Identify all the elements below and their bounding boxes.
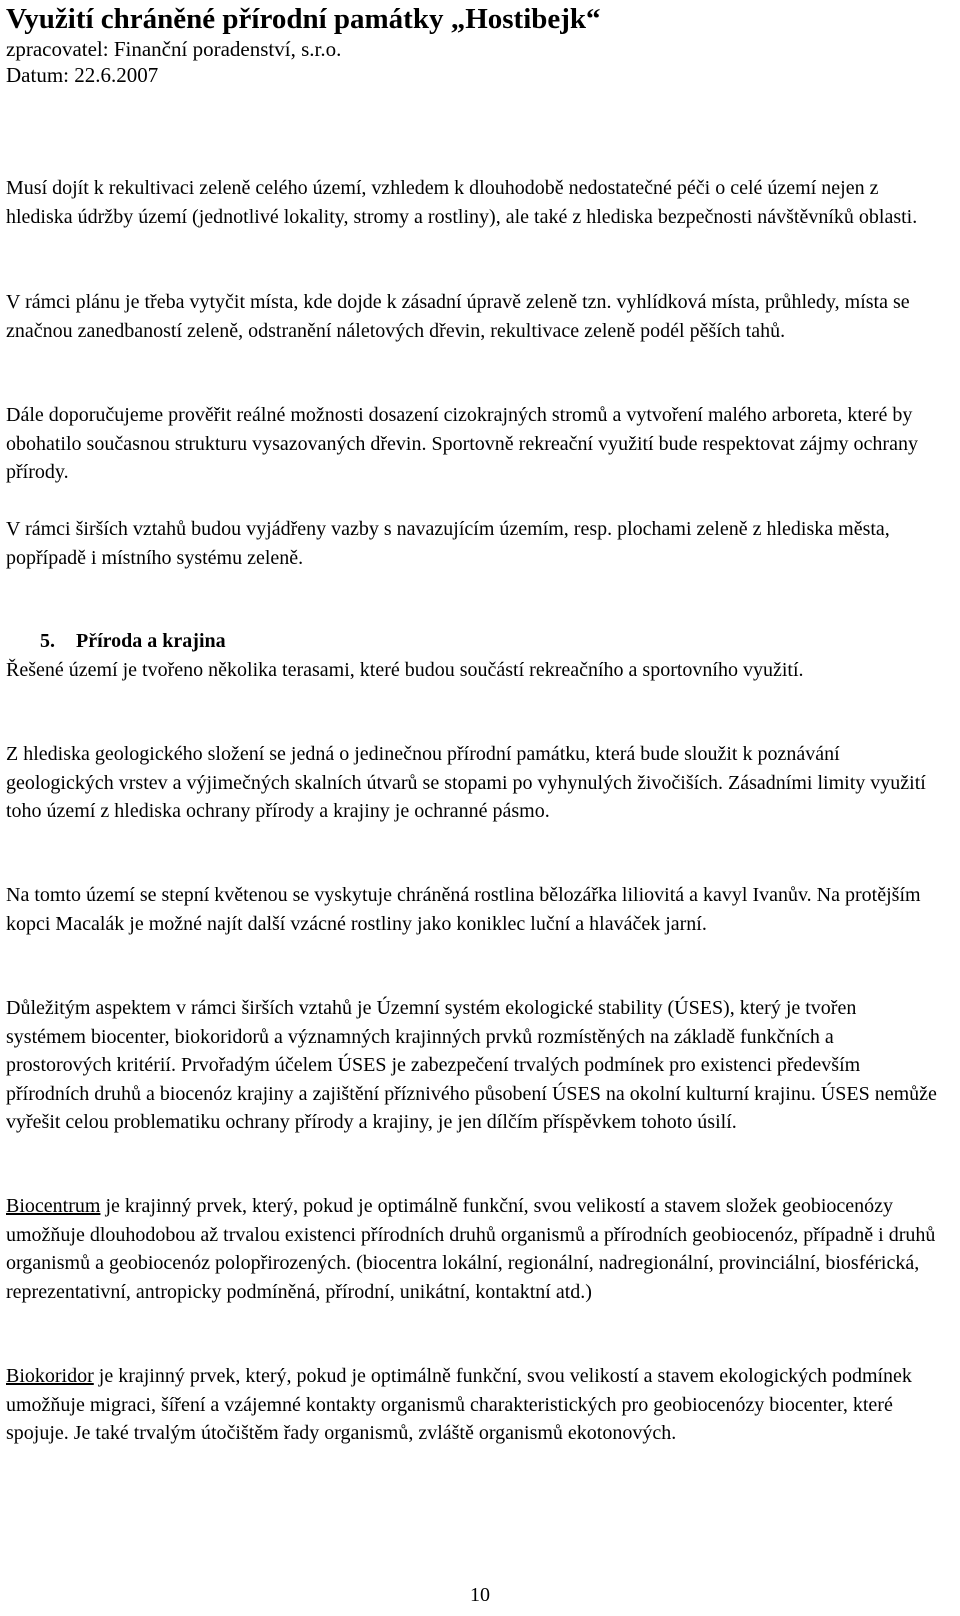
paragraph-arboretum: Dále doporučujeme prověřit reálné možnosti dosazení cizokrajných stromů a vytvoření malého arboreta, které by obohatilo současnou strukturu vysazovaných dřevin. Sportovně rekreační využití bude respektovat zájmy ochrany přírody. bbox=[6, 404, 918, 483]
section-heading bbox=[40, 627, 226, 655]
biocentrum-text: je krajinný prvek, který, pokud je optimálně funkční, svou velikostí a stavem složek geobiocenózy umožňuje dlouhodobou až trvalou existenci přírodních druhů organismů a přírodních geobiocenóz, případně i druhů organismů a geobiocenóz polopřirozených. (biocentra lokální, regionální, nadregionální, provinciální, biosférická, reprezentativní, antropicky podmíněná, přírodní, unikátní, kontaktní atd.) bbox=[6, 1195, 936, 1303]
paragraph-biokoridor bbox=[6, 1362, 941, 1448]
paragraph-terasy: Řešené území je tvořeno několika terasami, které budou součástí rekreačního a sportovního využití. bbox=[6, 659, 804, 681]
paragraph-plan: V rámci plánu je třeba vytyčit místa, kde dojde k zásadní úpravě zeleně tzn. vyhlídková místa, průhledy, místa se značnou zanedbaností zeleně, odstranění náletových dřevin, rekultivace zeleně podél pěších tahů. bbox=[6, 291, 910, 342]
author-line: zpracovatel: Finanční poradenství, s.r.o. bbox=[6, 37, 342, 61]
section-number: 5. bbox=[40, 630, 55, 652]
paragraph-geologie: Z hlediska geologického složení se jedná o jedinečnou přírodní památku, která bude sloužit k poznávání geologických vrstev a výjimečných skalních útvarů se stopami po vyhynulých živočiších. Zásadními limity využití toho území z hlediska ochrany přírody a krajiny je ochranné pásmo. bbox=[6, 743, 926, 822]
term-biokoridor: Biokoridor bbox=[6, 1365, 94, 1387]
paragraph-rekultivace: Musí dojít k rekultivaci zeleně celého území, vzhledem k dlouhodobě nedostatečné péči o celé území nejen z hlediska údržby území (jednotlivé lokality, stromy a rostliny), ale také z hlediska bezpečnosti návštěvníků oblasti. bbox=[6, 177, 918, 228]
page-number: 10 bbox=[470, 1584, 490, 1606]
section-title: Příroda a krajina bbox=[76, 630, 226, 652]
paragraph-kvetena: Na tomto území se stepní květenou se vyskytuje chráněná rostlina bělozářka liliovitá a kavyl Ivanův. Na protějším kopci Macalák je možné najít další vzácné rostliny jako koniklec luční a hlaváček jarní. bbox=[6, 884, 921, 935]
document-title: Využití chráněné přírodní památky „Hostibejk“ bbox=[6, 3, 601, 35]
term-biocentrum: Biocentrum bbox=[6, 1195, 101, 1217]
date-line: Datum: 22.6.2007 bbox=[6, 63, 159, 87]
paragraph-uses: Důležitým aspektem v rámci širších vztahů je Územní systém ekologické stability (ÚSES), který je tvořen systémem biocenter, biokoridorů a významných krajinných prvků rozmístěných na základě funkčních a prostorových kritérií. Prvořadým účelem ÚSES je zabezpečení trvalých podmínek pro existenci především přírodních druhů a biocenóz krajiny a zajištění příznivého působení ÚSES na okolní kulturní krajinu. ÚSES nemůže vyřešit celou problematiku ochrany přírody a krajiny, je jen dílčím příspěvkem tohoto úsilí. bbox=[6, 997, 937, 1133]
paragraph-sirsi-vztahy: V rámci širších vztahů budou vyjádřeny vazby s navazujícím územím, resp. plochami zeleně z hlediska města, popřípadě i místního systému zeleně. bbox=[6, 518, 890, 569]
paragraph-biocentrum bbox=[6, 1192, 941, 1306]
biokoridor-text: je krajinný prvek, který, pokud je optimálně funkční, svou velikostí a stavem ekologických podmínek umožňuje migraci, šíření a vzájemné kontakty organismů charakteristických pro geobiocenózy biocenter, které spojuje. Je také trvalým útočištěm řady organismů, zvláště organismů ekotonových. bbox=[6, 1365, 912, 1444]
